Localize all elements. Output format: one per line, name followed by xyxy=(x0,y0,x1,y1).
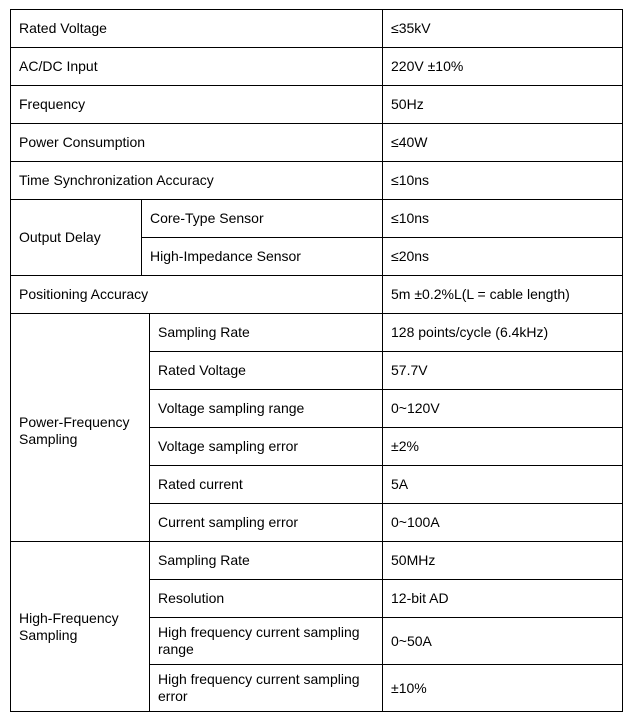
spec-value: 0~50A xyxy=(383,618,623,665)
spec-sub-label: High frequency current sampling error xyxy=(150,665,383,712)
spec-sub-label: Resolution xyxy=(150,580,383,618)
spec-value: ±2% xyxy=(383,428,623,466)
spec-value: 12-bit AD xyxy=(383,580,623,618)
spec-sub-label: Sampling Rate xyxy=(150,542,383,580)
spec-row-positioning-accuracy xyxy=(11,276,623,314)
group-cell-power-frequency-sampling xyxy=(11,314,150,542)
spec-sub-label: Rated Voltage xyxy=(150,352,383,390)
spec-value: 220V ±10% xyxy=(383,48,623,86)
spec-value: ≤35kV xyxy=(383,10,623,48)
group-label-high-frequency-sampling: High-Frequency Sampling xyxy=(19,610,119,643)
spec-label: Time Synchronization Accuracy xyxy=(11,162,383,200)
spec-value: 5A xyxy=(383,466,623,504)
spec-sub-label: Current sampling error xyxy=(150,504,383,542)
spec-sub-label: Core-Type Sensor xyxy=(142,200,383,238)
spec-value: 50Hz xyxy=(383,86,623,124)
spec-row-frequency xyxy=(11,86,623,124)
spec-label: Positioning Accuracy xyxy=(11,276,383,314)
spec-label: AC/DC Input xyxy=(11,48,383,86)
group-cell-high-frequency-sampling xyxy=(11,542,150,712)
spec-sub-label: Sampling Rate xyxy=(150,314,383,352)
spec-label: Frequency xyxy=(11,86,383,124)
spec-sub-label: Voltage sampling range xyxy=(150,390,383,428)
spec-value: ≤20ns xyxy=(383,238,623,276)
spec-value: ±10% xyxy=(383,665,623,712)
spec-sub-label: Rated current xyxy=(150,466,383,504)
spec-value: 128 points/cycle (6.4kHz) xyxy=(383,314,623,352)
spec-value: 50MHz xyxy=(383,542,623,580)
spec-value: 5m ±0.2%L(L = cable length) xyxy=(383,276,623,314)
spec-label: Power Consumption xyxy=(11,124,383,162)
spec-row-power-consumption xyxy=(11,124,623,162)
spec-row-ac-dc-input xyxy=(11,48,623,86)
spec-sub-label: Voltage sampling error xyxy=(150,428,383,466)
spec-value: 0~120V xyxy=(383,390,623,428)
spec-label: Rated Voltage xyxy=(11,10,383,48)
spec-value: ≤40W xyxy=(383,124,623,162)
spec-value: ≤10ns xyxy=(383,162,623,200)
spec-sub-label: High-Impedance Sensor xyxy=(142,238,383,276)
spec-row-output-delay-core xyxy=(11,200,623,238)
spec-value: ≤10ns xyxy=(383,200,623,238)
spec-value: 0~100A xyxy=(383,504,623,542)
spec-row-pf-sampling-rate xyxy=(11,314,623,352)
spec-row-hf-sampling-rate xyxy=(11,542,623,580)
spec-sub-label: High frequency current sampling range xyxy=(150,618,383,665)
spec-row-rated-voltage xyxy=(11,10,623,48)
group-label-output-delay: Output Delay xyxy=(11,200,142,276)
spec-value: 57.7V xyxy=(383,352,623,390)
spec-row-time-sync-accuracy xyxy=(11,162,623,200)
specification-table xyxy=(10,9,623,712)
group-label-power-frequency-sampling: Power-Frequency Sampling xyxy=(19,414,130,447)
